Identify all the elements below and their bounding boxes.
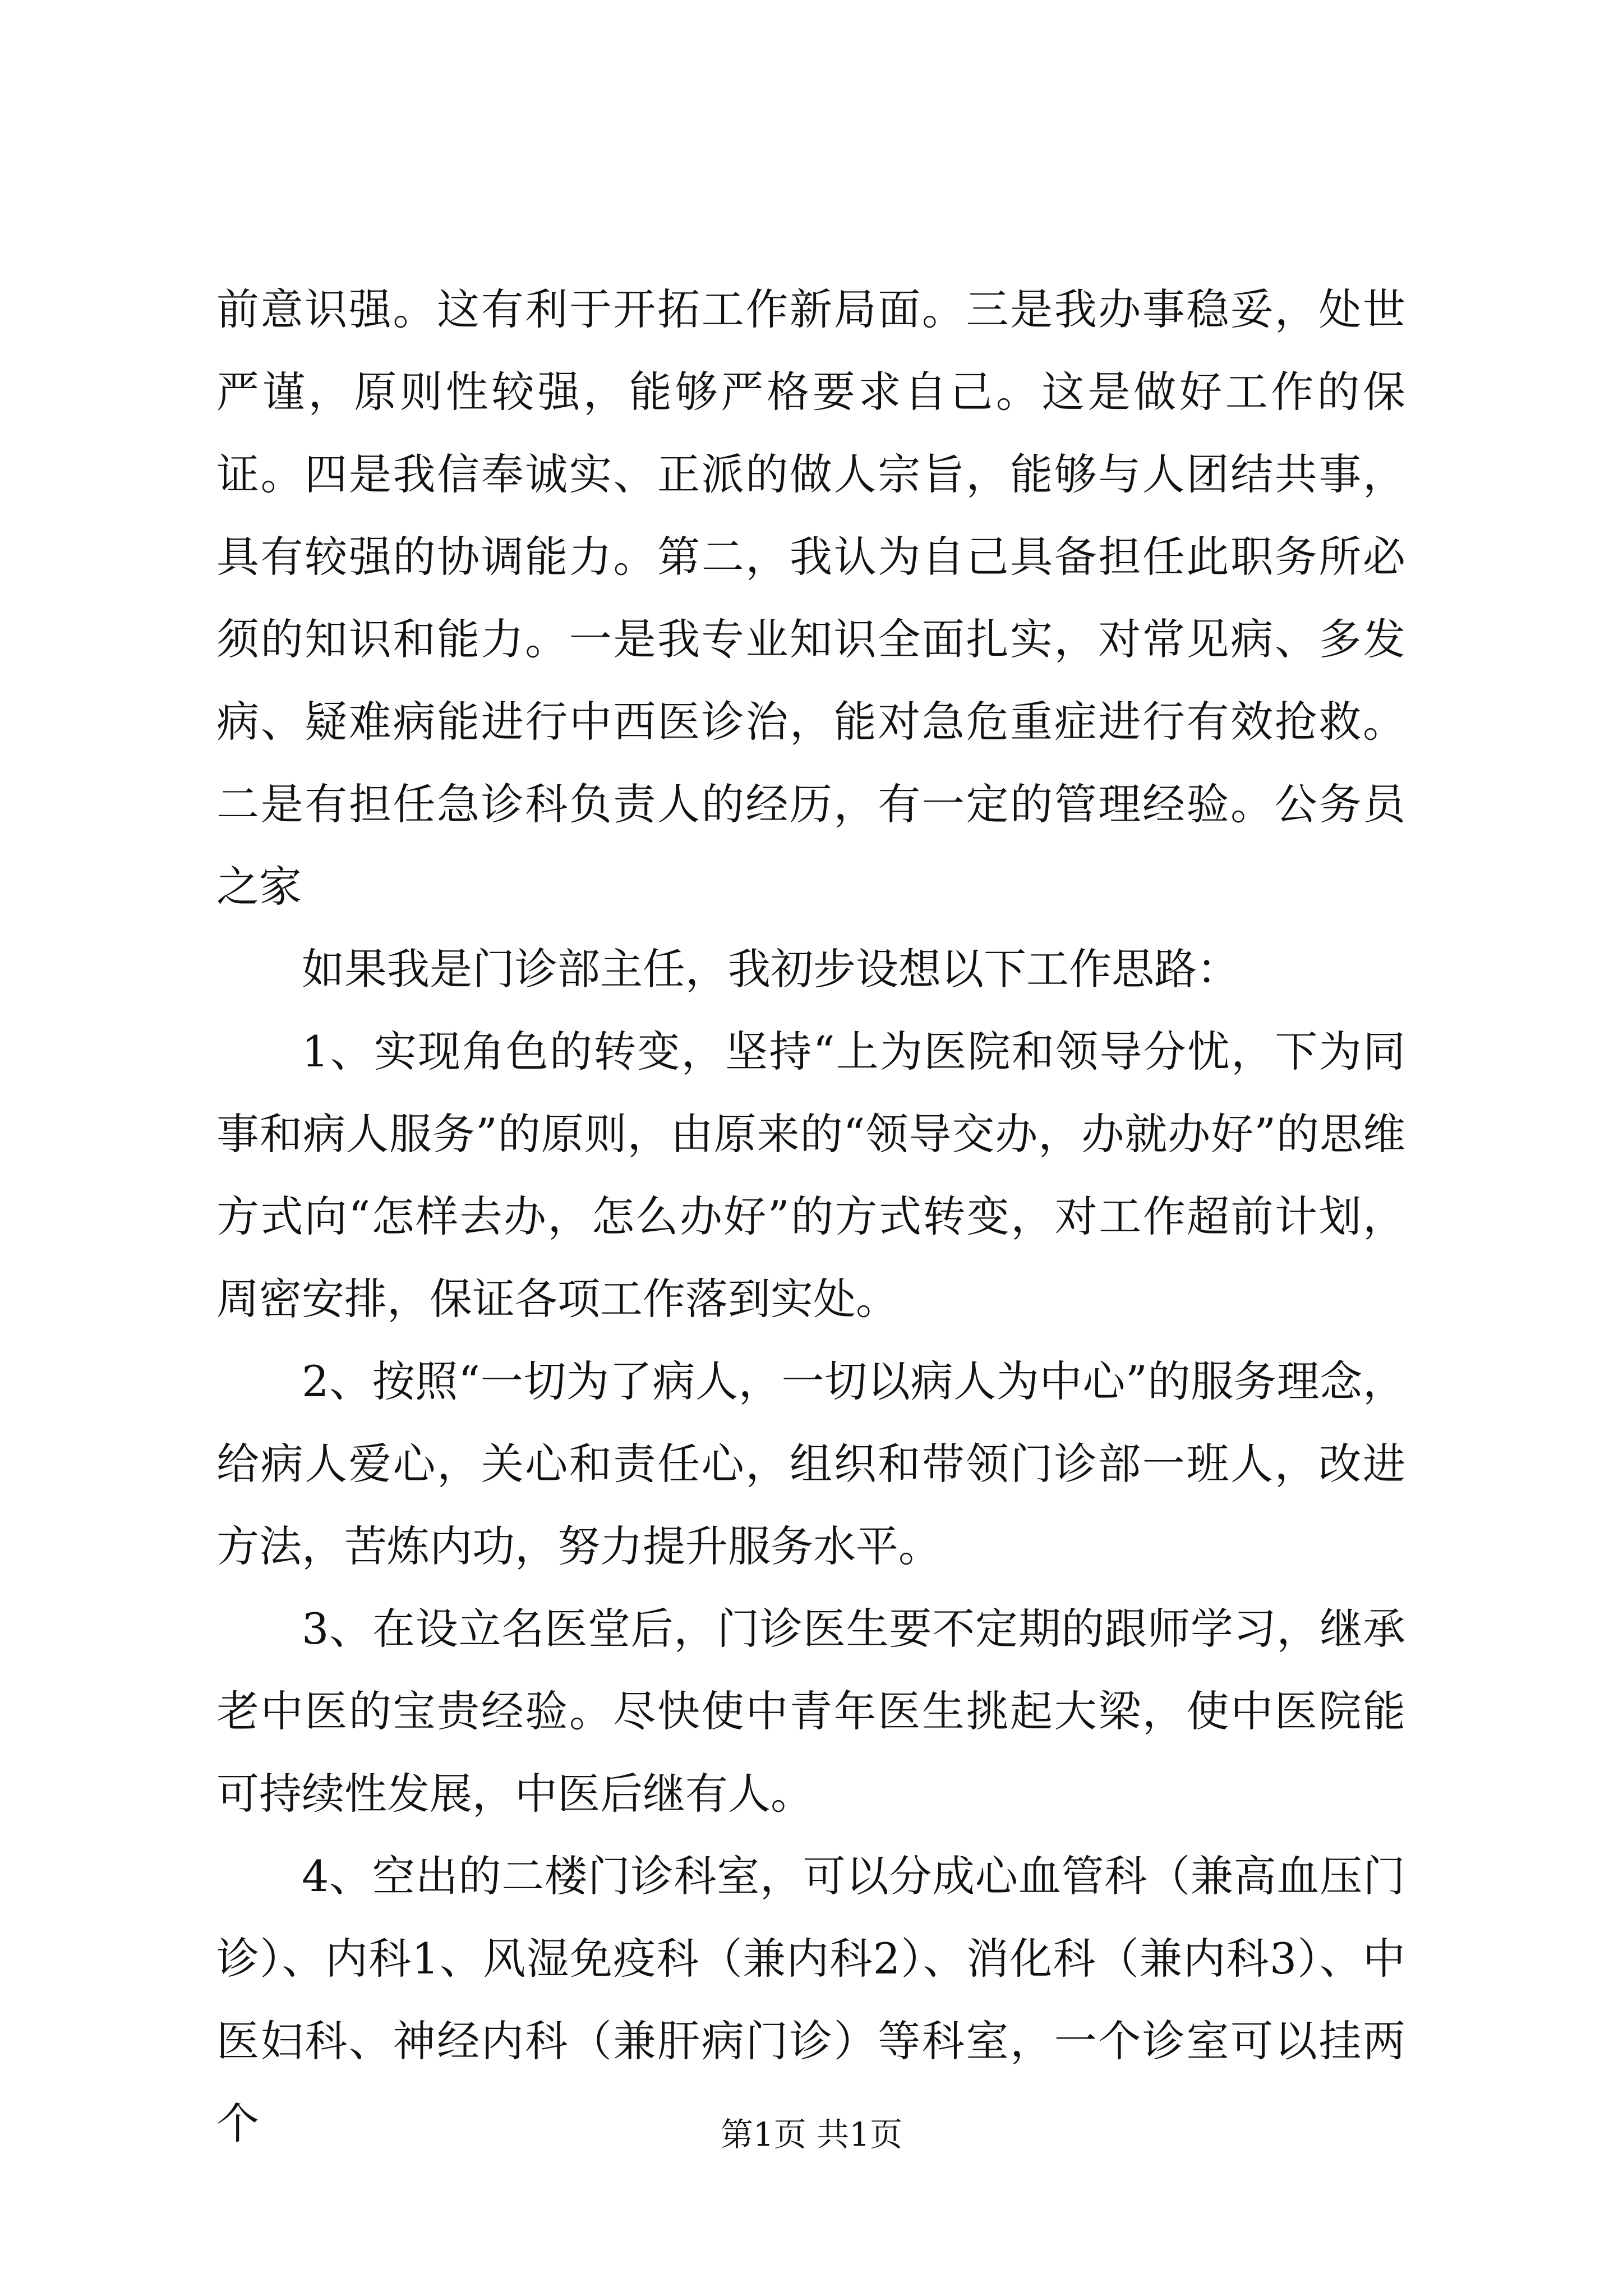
paragraph-item-1: 1、实现角色的转变，坚持“上为医院和领导分忧，下为同事和病人服务”的原则，由原来的“领导交办，办就办好”的思维方式向“怎样去办，怎么办好”的方式转变，对工作超前计划，周密安排，保证各项工作落到实处。 — [216, 1027, 1405, 1324]
page-footer — [0, 2108, 1623, 2155]
paragraph-item-2: 2、按照“一切为了病人，一切以病人为中心”的服务理念，给病人爱心，关心和责任心，组织和带领门诊部一班人，改进方法，苦炼内功，努力提升服务水平。 — [216, 1356, 1405, 1571]
paragraph-item-3: 3、在设立名医堂后，门诊医生要不定期的跟师学习，继承老中医的宝贵经验。尽快使中青年医生挑起大梁，使中医院能可持续性发展，中医后继有人。 — [216, 1604, 1405, 1819]
page-number-label: 第1页 共1页 — [720, 2115, 903, 2154]
paragraph-continued: 前意识强。这有利于开拓工作新局面。三是我办事稳妥，处世严谨，原则性较强，能够严格要求自己。这是做好工作的保证。四是我信奉诚实、正派的做人宗旨，能够与人团结共事，具有较强的协调能力。第二，我认为自己具备担任此职务所必须的知识和能力。一是我专业知识全面扎实，对常见病、多发病、疑难病能进行中西医诊治，能对急危重症进行有效抢救。二是有担任急诊科负责人的经历，有一定的管理经验。公务员之家 — [216, 284, 1405, 912]
paragraph-work-plan-intro: 如果我是门诊部主任，我初步设想以下工作思路： — [302, 944, 1239, 994]
paragraph-item-4: 4、空出的二楼门诊科室，可以分成心血管科（兼高血压门诊）、内科1、风湿免疫科（兼内科2）、消化科（兼内科3）、中医妇科、神经内科（兼肝病门诊）等科室，一个诊室可以挂两个 — [216, 1851, 1405, 2148]
document-body — [216, 268, 1405, 2165]
